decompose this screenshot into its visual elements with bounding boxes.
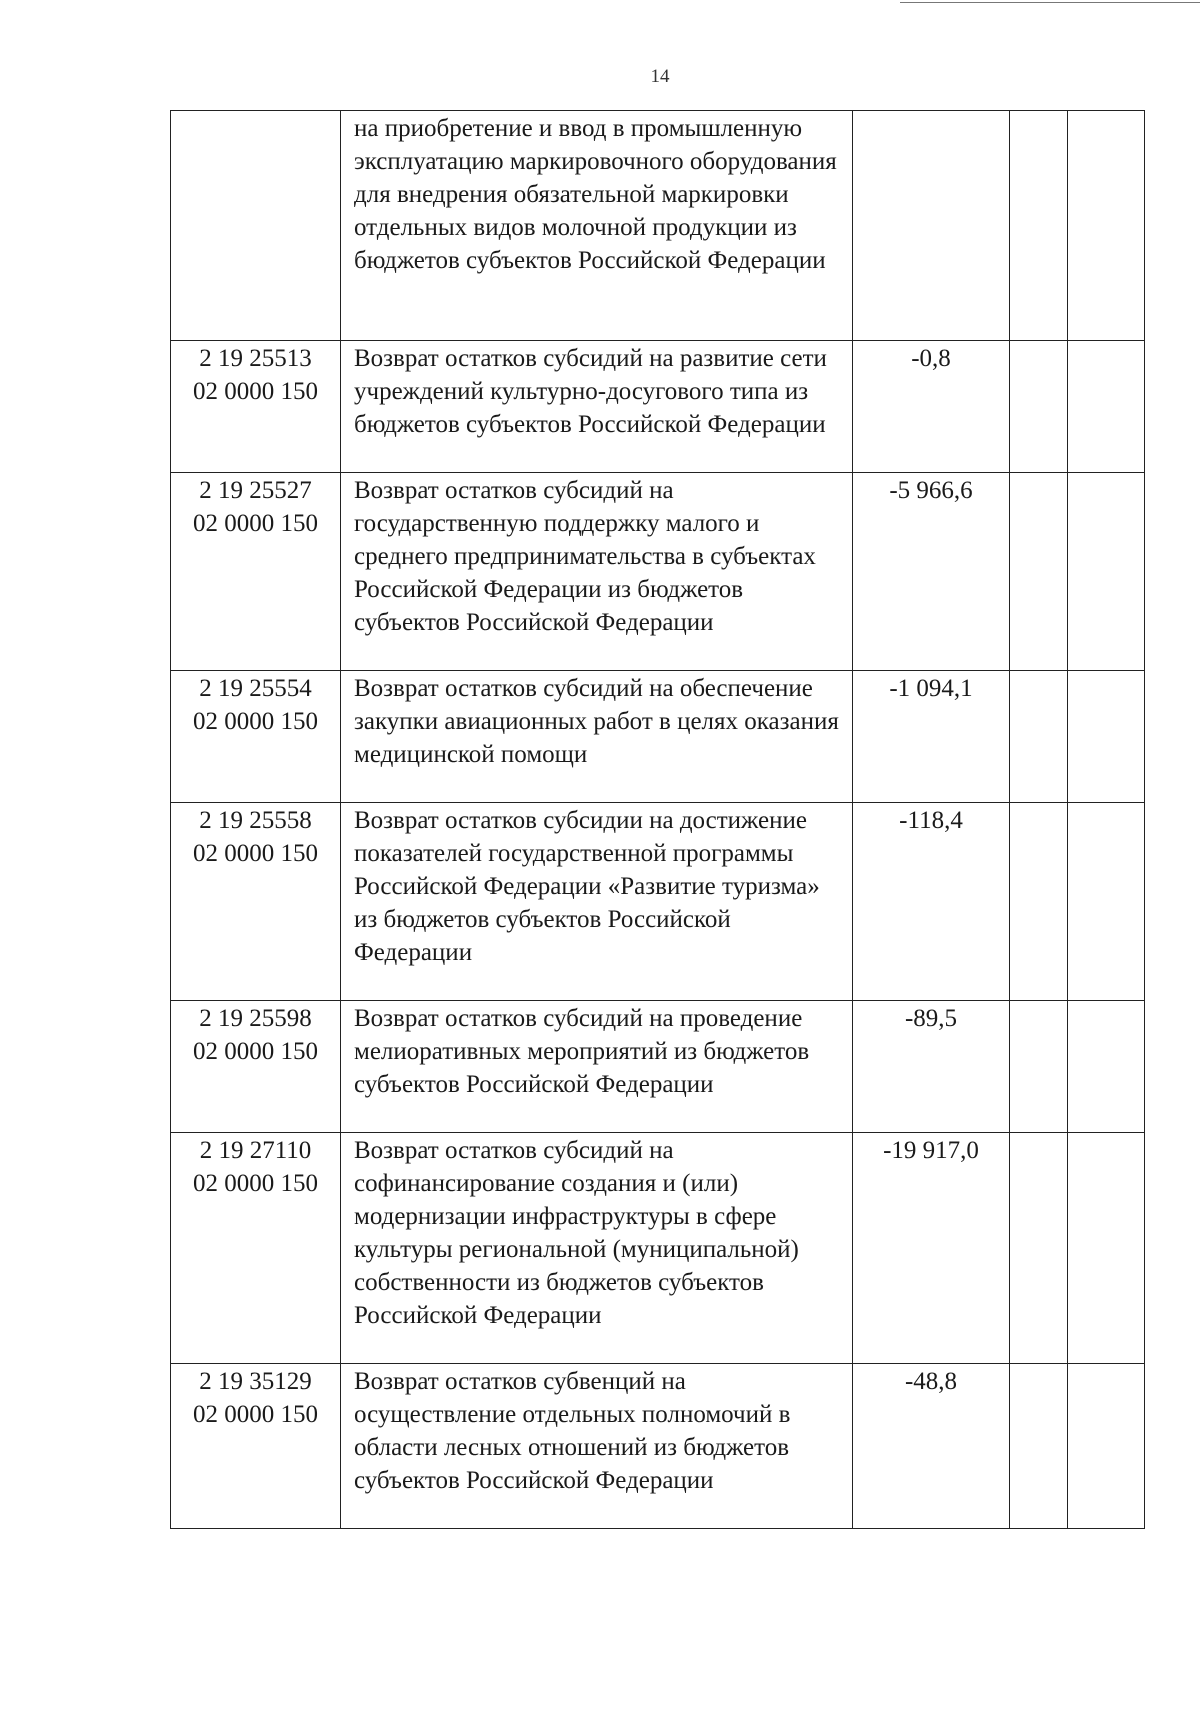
budget-table — [170, 110, 1145, 1529]
description-cell: Возврат остатков субсидий на развитие сети учреждений культурно-досугового типа из бюджетов субъектов Российской Федерации — [341, 341, 853, 473]
budget-code-line2: 02 0000 150 — [193, 510, 318, 537]
empty-cell — [1068, 671, 1145, 803]
amount-cell: -1 094,1 — [853, 671, 1010, 803]
table-row — [171, 671, 1145, 803]
amount-cell: -19 917,0 — [853, 1133, 1010, 1364]
empty-cell — [1010, 671, 1068, 803]
budget-code-line2: 02 0000 150 — [193, 840, 318, 867]
description-cell: Возврат остатков субсидий на обеспечение закупки авиационных работ в целях оказания медицинской помощи — [341, 671, 853, 803]
table-row — [171, 473, 1145, 671]
empty-cell — [1068, 1364, 1145, 1529]
description-cell: Возврат остатков субсидий на софинансирование создания и (или) модернизации инфраструктуры в сфере культуры региональной (муниципальной) собственности из бюджетов субъектов Российской Федерации — [341, 1133, 853, 1364]
budget-code-line1: 2 19 25558 — [199, 807, 312, 834]
description-cell: Возврат остатков субсидий на проведение мелиоративных мероприятий из бюджетов субъектов Российской Федерации — [341, 1001, 853, 1133]
scan-edge-line — [900, 2, 1200, 3]
budget-code-line1: 2 19 27110 — [199, 1137, 312, 1164]
empty-cell — [1010, 473, 1068, 671]
budget-code-line2: 02 0000 150 — [193, 1038, 318, 1065]
budget-code-line1: 2 19 25527 — [199, 477, 312, 504]
table-row — [171, 341, 1145, 473]
budget-code-line1: 2 19 25598 — [199, 1005, 312, 1032]
empty-cell — [1010, 111, 1068, 341]
description-cell: Возврат остатков субвенций на осуществление отдельных полномочий в области лесных отношений из бюджетов субъектов Российской Федерации — [341, 1364, 853, 1529]
budget-code-line1: 2 19 25513 — [199, 345, 312, 372]
table-row — [171, 1364, 1145, 1529]
amount-cell: -48,8 — [853, 1364, 1010, 1529]
amount-cell: -89,5 — [853, 1001, 1010, 1133]
budget-code-cell — [171, 803, 341, 1001]
empty-cell — [1068, 803, 1145, 1001]
budget-code-cell — [171, 111, 341, 341]
budget-code-cell — [171, 1001, 341, 1133]
empty-cell — [1068, 341, 1145, 473]
description-cell: Возврат остатков субсидии на достижение показателей государственной программы Российской Федерации «Развитие туризма» из бюджетов субъектов Российской Федерации — [341, 803, 853, 1001]
table-row — [171, 1133, 1145, 1364]
amount-cell: -118,4 — [853, 803, 1010, 1001]
empty-cell — [1068, 1001, 1145, 1133]
empty-cell — [1068, 1133, 1145, 1364]
budget-code-line1: 2 19 25554 — [199, 675, 312, 702]
empty-cell — [1010, 1001, 1068, 1133]
budget-code-line2: 02 0000 150 — [193, 708, 318, 735]
budget-code-cell — [171, 671, 341, 803]
description-cell: на приобретение и ввод в промышленную эксплуатацию маркировочного оборудования для внедрения обязательной маркировки отдельных видов молочной продукции из бюджетов субъектов Российской Федерации — [341, 111, 853, 341]
empty-cell — [1010, 1133, 1068, 1364]
budget-code-cell — [171, 1133, 341, 1364]
description-cell: Возврат остатков субсидий на государственную поддержку малого и среднего предпринимательства в субъектах Российской Федерации из бюджетов субъектов Российской Федерации — [341, 473, 853, 671]
table-row — [171, 803, 1145, 1001]
table-row — [171, 1001, 1145, 1133]
empty-cell — [1010, 341, 1068, 473]
empty-cell — [1068, 111, 1145, 341]
budget-code-cell — [171, 473, 341, 671]
table-row — [171, 111, 1145, 341]
amount-cell: -5 966,6 — [853, 473, 1010, 671]
budget-code-line2: 02 0000 150 — [193, 1170, 318, 1197]
budget-code-line1: 2 19 35129 — [199, 1368, 312, 1395]
budget-code-cell — [171, 341, 341, 473]
empty-cell — [1010, 803, 1068, 1001]
empty-cell — [1010, 1364, 1068, 1529]
amount-cell: -0,8 — [853, 341, 1010, 473]
budget-code-cell — [171, 1364, 341, 1529]
amount-cell — [853, 111, 1010, 341]
budget-code-line2: 02 0000 150 — [193, 1401, 318, 1428]
empty-cell — [1068, 473, 1145, 671]
page-number: 14 — [650, 66, 670, 87]
budget-code-line2: 02 0000 150 — [193, 378, 318, 405]
